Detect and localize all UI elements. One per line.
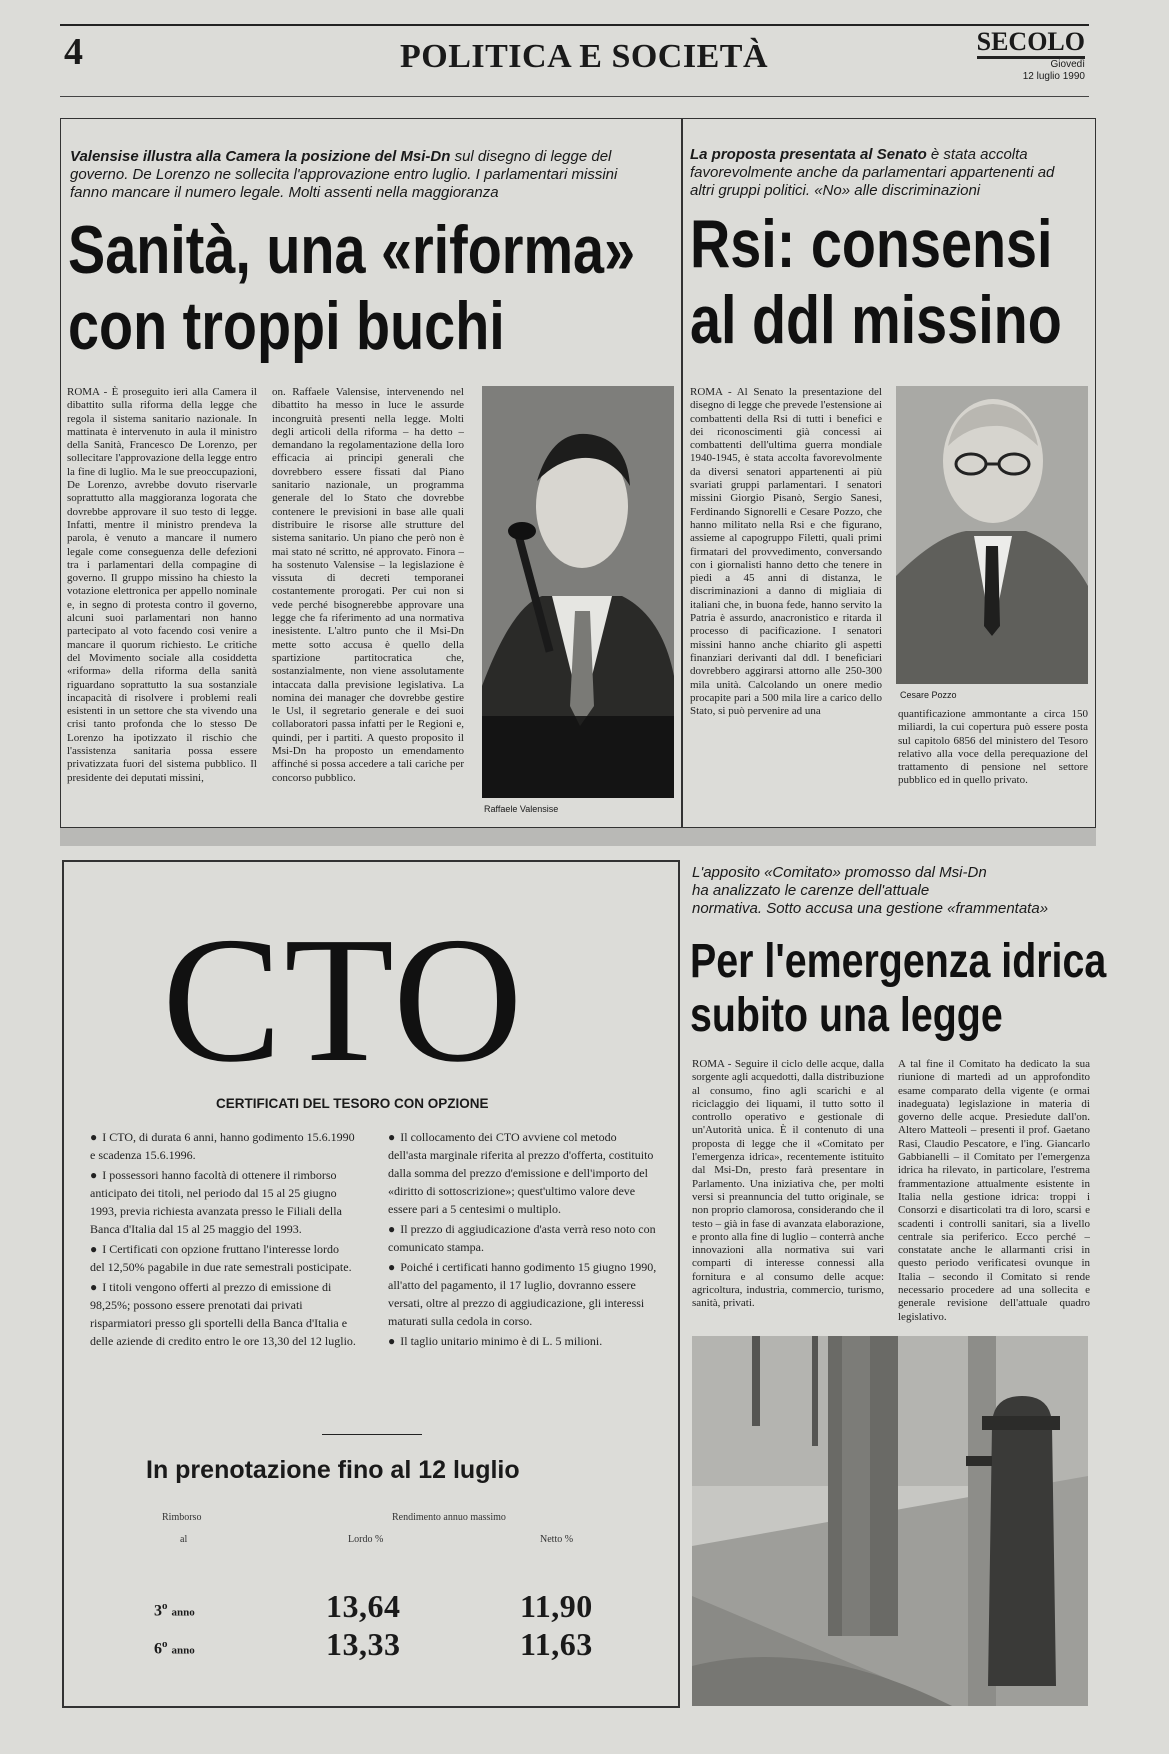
cto-table-header-netto: Netto % — [540, 1534, 574, 1545]
cto-divider — [322, 1434, 422, 1435]
cto-condition-item: ● I CTO, di durata 6 anni, hanno godimento 15.6.1990 e scadenza 15.6.1996. — [90, 1130, 355, 1162]
idrica-headline-line1: Per l'emergenza idrica — [690, 935, 1107, 988]
cto-title: CTO — [162, 900, 525, 1099]
valensise-photo-caption: Raffaele Valensise — [484, 804, 559, 814]
sanita-body-column-2: on. Raffaele Valensise, intervenendo nel dibattito ha messo in luce le assurde incongruità presenti nella legge. Molti degli articoli della riforma – ha detto – demandano la regolamentazione della loro efficacia ai principi generali che dovrebbero essere fissati dal Piano sanitario nazionale, un programma generale del lo Stato che dovrebbe contenere le previsioni in base alle quali distribuire le risorse alle strutture del sistema sanitario. Un piano che però non è mai stato né scritto, né approvato. Finora – ha sostenuto Valensise – la legislazione è vissuta di decreti temporanei costantemente prorogati. Per cui non si vede perché bisognerebbe approvare una legge che fa riferimento ad una normativa inesistente. L'altro punto che il Msi-Dn mette sotto accusa è quello della spartizione partitocratica che, sostanzialmente, non viene assolutamente intaccata dalla previsione legislativa. La nomina dei manager che dovrebbe gestire le Usl, il segretario generale e dei suoi collaboratori passa infatti per le Regioni e, quindi, per i partiti. A questo proposito il Msi-Dn ha proposto un emendamento affinché si possa accedere a tali cariche per concorso pubblico. — [272, 386, 464, 784]
cto-table-row-year: 6$^o$ anno — [154, 1638, 195, 1658]
issue-day: Giovedì — [1050, 59, 1085, 70]
rsi-body-column-1: ROMA - Al Senato la presentazione del disegno di legge che prevede l'estensione ai combattenti della Rsi di tutti i benefici e dei riconoscimenti già concessi ai combattenti dell'ultima guerra mondiale 1940-1945, è stata accolta favorevolmente da diversi senatori appartenenti ai più svariati gruppi parlamentari. I senatori missini Giorgio Pisanò, Sergio Sanesi, Ferdinando Signorelli e Cesare Pozzo, che hanno militato nella Rsi e che figurano, assieme al capogruppo Filetti, quali primi firmatari del provvedimento, conversando con i giornalisti hanno detto che tenere in piedi a 45 anni di distanza, le discriminazioni a danno di migliaia di italiani che, in buona fede, hanno servito la Patria è assurdo, anacronistico e ritarda il processo di pacificazione. I senatori missini hanno anche chiarito gli aspetti finanziari derivanti dal ddl. I beneficiari dovrebbero aggirarsi attorno alle 250-300 mila unità. Calcolando un onere medio procapite pari a 500 mila lire a carico dello Stato, si può pervenire ad una — [690, 386, 882, 718]
cto-table-row-lordo: 13,33 — [326, 1626, 401, 1662]
cto-table-row-year: 3$^o$ anno — [154, 1600, 195, 1620]
separator-band — [60, 828, 1096, 846]
idrica-body-column-2: A tal fine il Comitato ha dedicato la sua riunione di martedì ad un approfondito esame comparato della vigente (e ormai inadeguata) legislazione in materia di governo delle acque. Presiedute dall'on. Altero Matteoli – presenti il prof. Gaetano Rasi, Claudio Pescatore, e l'ing. Giancarlo Gabbianelli – il Comitato per l'emergenza idrica ha rilevato, in particolare, l'estrema frammentazione attualmente esistente in Italia nella gestione idrica: troppi i Consorzi e disarticolati tra di loro, scarsi e scadenti i controlli sanitari, sia a livello centrale sia periferico. Ecco perché – constatate anche le allarmanti crisi in questo periodo verificatesi ovunque in Italia – secondo il Comitato si rende necessario procedere ad una sollecita e generale revisione dell'attuale quadro legislativo. — [898, 1058, 1090, 1323]
cto-condition-item: ● Il taglio unitario minimo è di L. 5 milioni. — [388, 1334, 603, 1348]
sanita-headline-line2: con troppi buchi — [68, 288, 505, 364]
cto-table-header-al: al — [180, 1534, 188, 1545]
cto-condition-item: ● I Certificati con opzione fruttano l'interesse lordo del 12,50% pagabile in due rate semestrali posticipate. — [90, 1242, 352, 1274]
sanita-body-column-1: ROMA - È proseguito ieri alla Camera il dibattito sulla riforma della legge che regola il sistema sanitario nazionale. In mattinata è intervenuto in aula il ministro della Sanità, Francesco De Lorenzo, per sollecitare l'approvazione della legge entro la fine di luglio. Ma le sue preoccupazioni, De Lorenzo, avrebbe dovuto riservarle soprattutto alla maggioranza logorata che dovrebbe approvare il suo testo di legge. Infatti, mentre il ministro prendeva la parola, è venuto a mancare il numero legale come conseguenza delle defezioni tra i parlamentari della compagine di governo. Il gruppo missino ha chiesto la votazione elettronica per appello nominale e, in segno di protesta contro il governo, alcuni suoi parlamentari non hanno partecipato al voto facendo così venire a mancare il quorum richiesto. Le critiche del Movimento sociale alla cosiddetta «riforma» della riforma della sanità riguardano soprattutto la sua sostanziale incapacità di risolvere i problemi reali esistenti in un settore che sta vivendo una crisi tanto profonda che lo stesso De Lorenzo ha ipotizzato il rischio che l'assistenza sanitaria possa essere privatizzata fuori del sistema pubblico. Il presidente dei deputati missini, — [67, 386, 257, 784]
cto-booking-notice: In prenotazione fino al 12 luglio — [146, 1456, 520, 1484]
idrica-kicker: L'apposito «Comitato» promosso dal Msi-Dn ha analizzato le carenze dell'attuale normativa. Sotto accusa una gestione «frammentata» — [692, 864, 1049, 917]
rsi-headline-line2: al ddl missino — [690, 282, 1062, 358]
cto-condition-item: ● I titoli vengono offerti al prezzo di emissione di 98,25%; possono essere prenotati dai privati risparmiatori presso gli sportelli della Banca d'Italia e delle aziende di credito entro le ore 13,30 del 12 luglio. — [90, 1280, 356, 1348]
cto-condition-item: ● I possessori hanno facoltà di ottenere il rimborso anticipato dei titoli, nel periodo dal 15 al 25 giugno 1993, previa richiesta avanzata presso le Filiali della Banca d'Italia dal 15 al 25 maggio del 1993. — [90, 1168, 342, 1236]
idrica-headline-line2: subito una legge — [690, 989, 1003, 1042]
cto-subtitle: CERTIFICATI DEL TESORO CON OPZIONE — [216, 1096, 489, 1111]
cto-condition-item: ● Il collocamento dei CTO avviene col metodo dell'asta marginale riferita al prezzo d'offerta, costituito dalla somma del prezzo d'emissione e dell'importo del «diritto di sottoscrizione»; quest'ultimo valore deve essere pari a 5 centesimi o multiplo. — [388, 1130, 654, 1216]
issue-date: 12 luglio 1990 — [1022, 71, 1085, 82]
cto-table-header-rendimento: Rendimento annuo massimo — [392, 1512, 506, 1523]
pozzo-photo — [896, 386, 1088, 684]
cto-condition-item: ● Poiché i certificati hanno godimento 15 giugno 1990, all'atto del pagamento, il 17 luglio, dovranno essere versati, oltre al prezzo di aggiudicazione, gli interessi maturati sulla cedola in corso. — [388, 1260, 657, 1328]
paper-logo: SECOLO — [977, 28, 1085, 59]
cto-table-header-rimborso: Rimborso — [162, 1512, 202, 1523]
cto-left-conditions — [90, 1128, 356, 1352]
rsi-kicker: La proposta presentata al Senato è stata accolta favorevolmente anche da parlamentari appartenenti ad altri gruppi politici. «No» alle discriminazioni — [690, 146, 1055, 199]
pozzo-photo-caption: Cesare Pozzo — [900, 690, 957, 700]
cto-condition-item: ● Il prezzo di aggiudicazione d'asta verrà reso noto con comunicato stampa. — [388, 1222, 656, 1254]
rsi-headline-line1: Rsi: consensi — [690, 206, 1053, 282]
idrica-body-column-1: ROMA - Seguire il ciclo delle acque, dalla sorgente agli acquedotti, dalla distribuzione al consumo, fino agli scarichi e al riciclaggio dei liquami, il tutto sotto il controllo operativo e gestionale di un'Autorità unica. È il contenuto di una proposta di legge che il «Comitato per l'emergenza idrica», recentemente istituito dal Msi-Dn, presto farà presentare in Parlamento. Una iniziativa che, per molti versi si preannuncia del tutto originale, se non proprio clamorosa, considerando che il testo – già in fase di avanzata elaborazione, e pronto alla fine di luglio – conterrà anche innovazioni alla normativa sui vari comparti di interesse connessi alla fornitura e al consumo delle acque: agricoltura, industria, commercio, turismo, sanità, privati. — [692, 1058, 884, 1310]
header-rule — [60, 24, 1089, 26]
cto-table-row-netto: 11,63 — [520, 1626, 593, 1662]
cto-right-conditions — [388, 1128, 658, 1352]
masthead — [977, 28, 1085, 83]
section-title: POLITICA E SOCIETÀ — [400, 38, 768, 75]
valensise-photo — [482, 386, 674, 798]
header-underline — [60, 96, 1089, 97]
page-number: 4 — [64, 31, 83, 73]
cto-table-row-lordo: 13,64 — [326, 1588, 401, 1624]
cto-table-header-lordo: Lordo % — [348, 1534, 384, 1545]
sanita-headline-line1: Sanità, una «riforma» — [68, 212, 636, 288]
rsi-body-column-2: quantificazione ammontante a circa 150 miliardi, la cui copertura può essere posta sul capitolo 6856 del ministero del Tesoro relativo alla voce della perequazione del trattamento di pensione nel settore pubblico ed in quello privato. — [898, 708, 1088, 787]
sanita-kicker: Valensise illustra alla Camera la posizione del Msi-Dn sul disegno di legge del governo. De Lorenzo ne sollecita l'approvazione entro luglio. I parlamentari missini fanno mancare il numero legale. Molti assenti nella maggioranza — [70, 148, 618, 201]
street-fountain-photo — [692, 1336, 1088, 1706]
cto-table-row-netto: 11,90 — [520, 1588, 593, 1624]
